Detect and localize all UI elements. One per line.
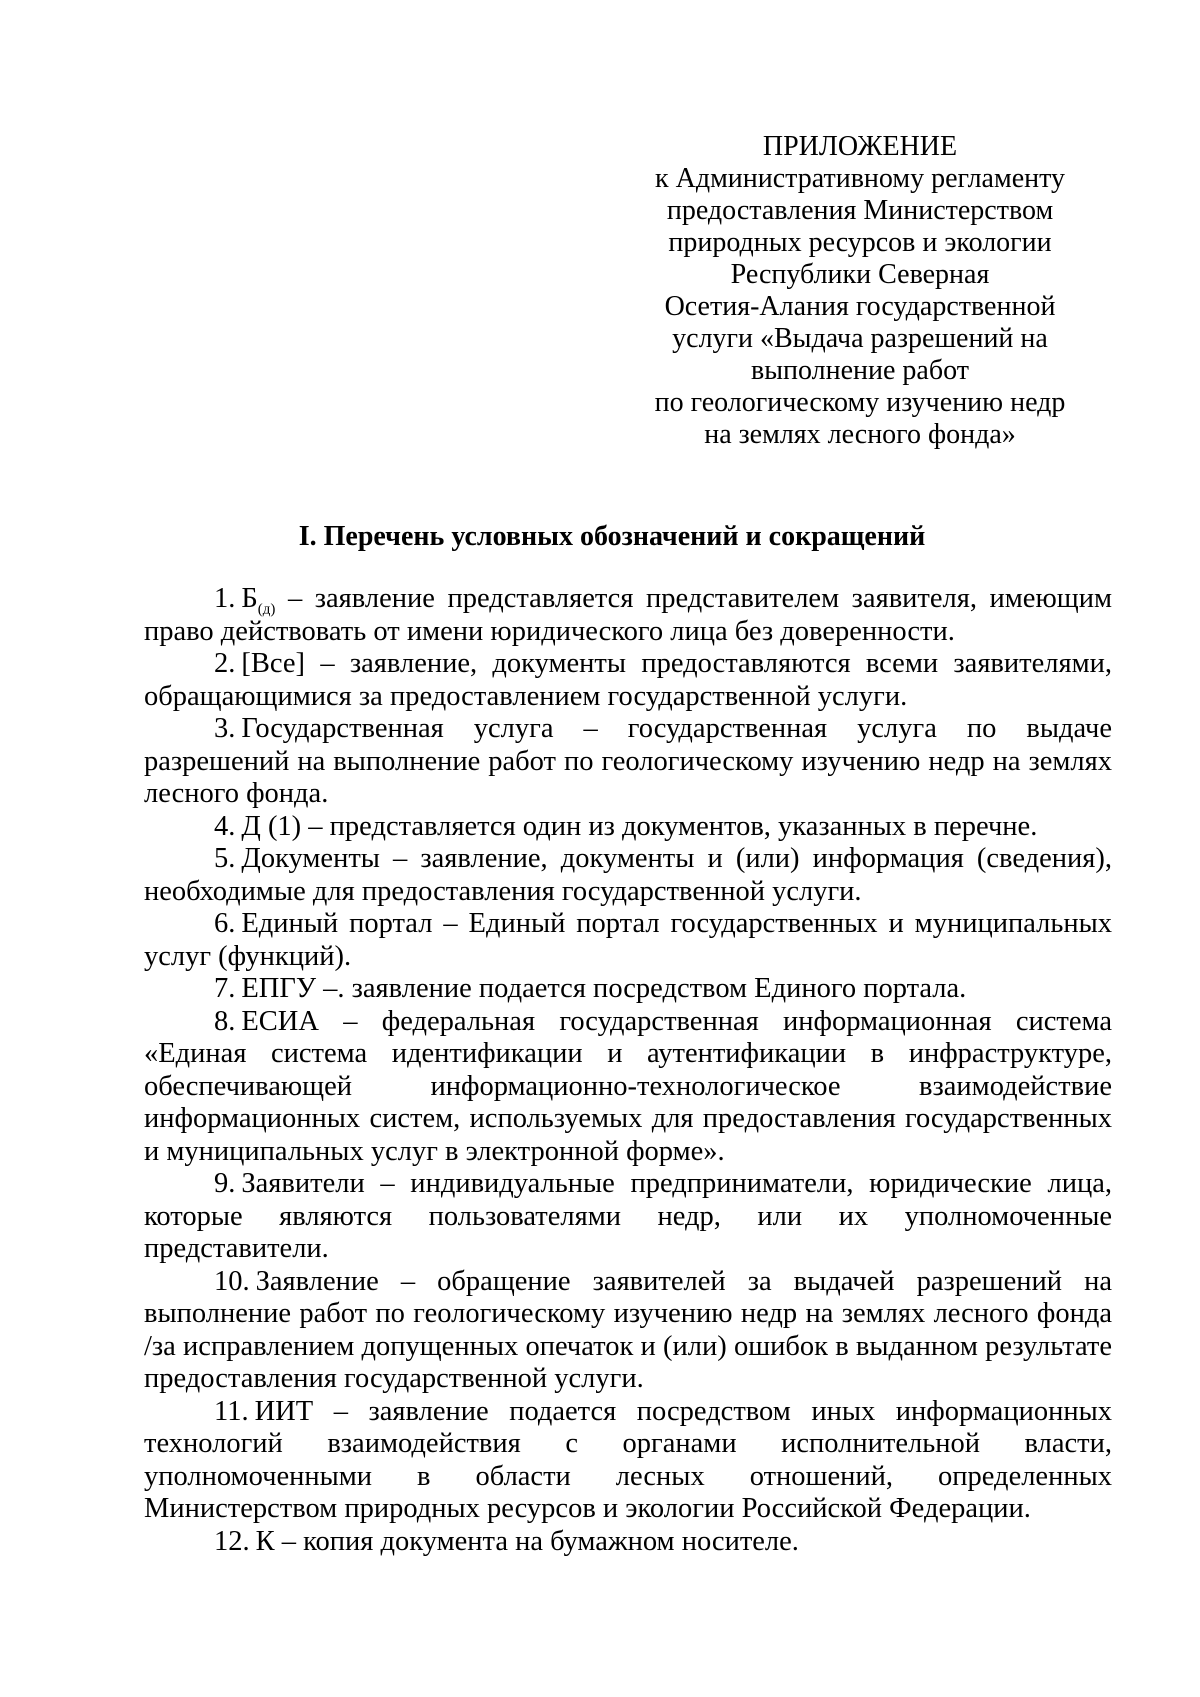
appendix-line: Осетия-Алания государственной [664,291,1056,322]
list-item [144,648,1112,713]
item-number: 3. [214,713,236,744]
item-number: 9. [214,1168,236,1199]
list-item [144,811,1112,844]
item-term-subscript: (д) [257,601,276,618]
item-text: Документы – заявление, документы и (или) информация (сведения), необходимые для предоставления государственной услуги. [144,843,1112,907]
item-text: [Все] – заявление, документы предоставляются всеми заявителями, обращающимися за предоставлением государственной услуги. [144,648,1112,712]
item-text: Заявители – индивидуальные предприниматели, юридические лица, которые являются пользователями недр, или их уполномоченные представители. [144,1168,1112,1264]
list-item [144,1168,1112,1266]
item-number: 12. [214,1525,250,1557]
list-item [144,1526,1112,1559]
list-item [144,713,1112,811]
list-item [144,1006,1112,1169]
item-text: ИИТ – заявление подается посредством иных информационных технологий взаимодействия с органами исполнительной власти, уполномоченными в области лесных отношений, определенных Министерством природных ресурсов и экологии Российской Федерации. [144,1395,1112,1524]
appendix-line: Республики Северная [730,259,990,290]
item-text: ЕСИА – федеральная государственная информационная система «Единая система идентификации и аутентификации в инфраструктуре, обеспечивающей информационно-технологическое взаимодействие информационных систем, используемых для предоставления государственных и муниципальных услуг в электронной форме». [144,1005,1112,1167]
item-number: 1. [214,583,236,614]
appendix-line: предоставления Министерством [666,195,1054,226]
item-text: Заявление – обращение заявителей за выдачей разрешений на выполнение работ по геологическому изучению недр на землях лесного фонда /за исправлением допущенных опечаток и (или) ошибок в выданном результате предоставления государственной услуги. [144,1265,1112,1394]
item-number: 7. [214,973,236,1004]
definitions-list [144,583,1112,1558]
appendix-line: на землях лесного фонда» [704,419,1016,450]
list-item [144,973,1112,1006]
appendix-header [640,131,1080,451]
appendix-line: по геологическому изучению недр [654,387,1066,418]
appendix-line: услуги «Выдача разрешений на [672,323,1048,354]
section-heading: I. Перечень условных обозначений и сокращений [298,521,926,552]
item-number: 8. [214,1005,236,1037]
item-number: 11. [214,1395,249,1427]
item-text: Единый портал – Единый портал государственных и муниципальных услуг (функций). [144,908,1112,972]
list-item [144,583,1112,648]
item-number: 4. [214,810,236,842]
appendix-line: выполнение работ [751,355,969,386]
item-number: 10. [214,1265,250,1297]
item-text: К – копия документа на бумажном носителе. [255,1525,799,1557]
list-item [144,843,1112,908]
list-item [144,1266,1112,1396]
item-number: 5. [214,843,236,874]
appendix-line: природных ресурсов и экологии [668,227,1052,258]
appendix-line: к Административному регламенту [655,163,1065,194]
list-item [144,908,1112,973]
item-text: Д (1) – представляется один из документов, указанных в перечне. [241,810,1038,842]
item-term: Б [241,583,258,614]
item-number: 2. [214,648,236,679]
list-item [144,1396,1112,1526]
item-text: Государственная услуга – государственная услуга по выдаче разрешений на выполнение работ по геологическому изучению недр на землях лесного фонда. [144,713,1112,809]
item-number: 6. [214,908,236,939]
item-text: – заявление представляется представителем заявителя, имеющим право действовать от имени юридического лица без доверенности. [144,583,1112,647]
appendix-line: ПРИЛОЖЕНИЕ [762,131,958,162]
item-text: ЕПГУ –. заявление подается посредством Единого портала. [241,973,967,1004]
